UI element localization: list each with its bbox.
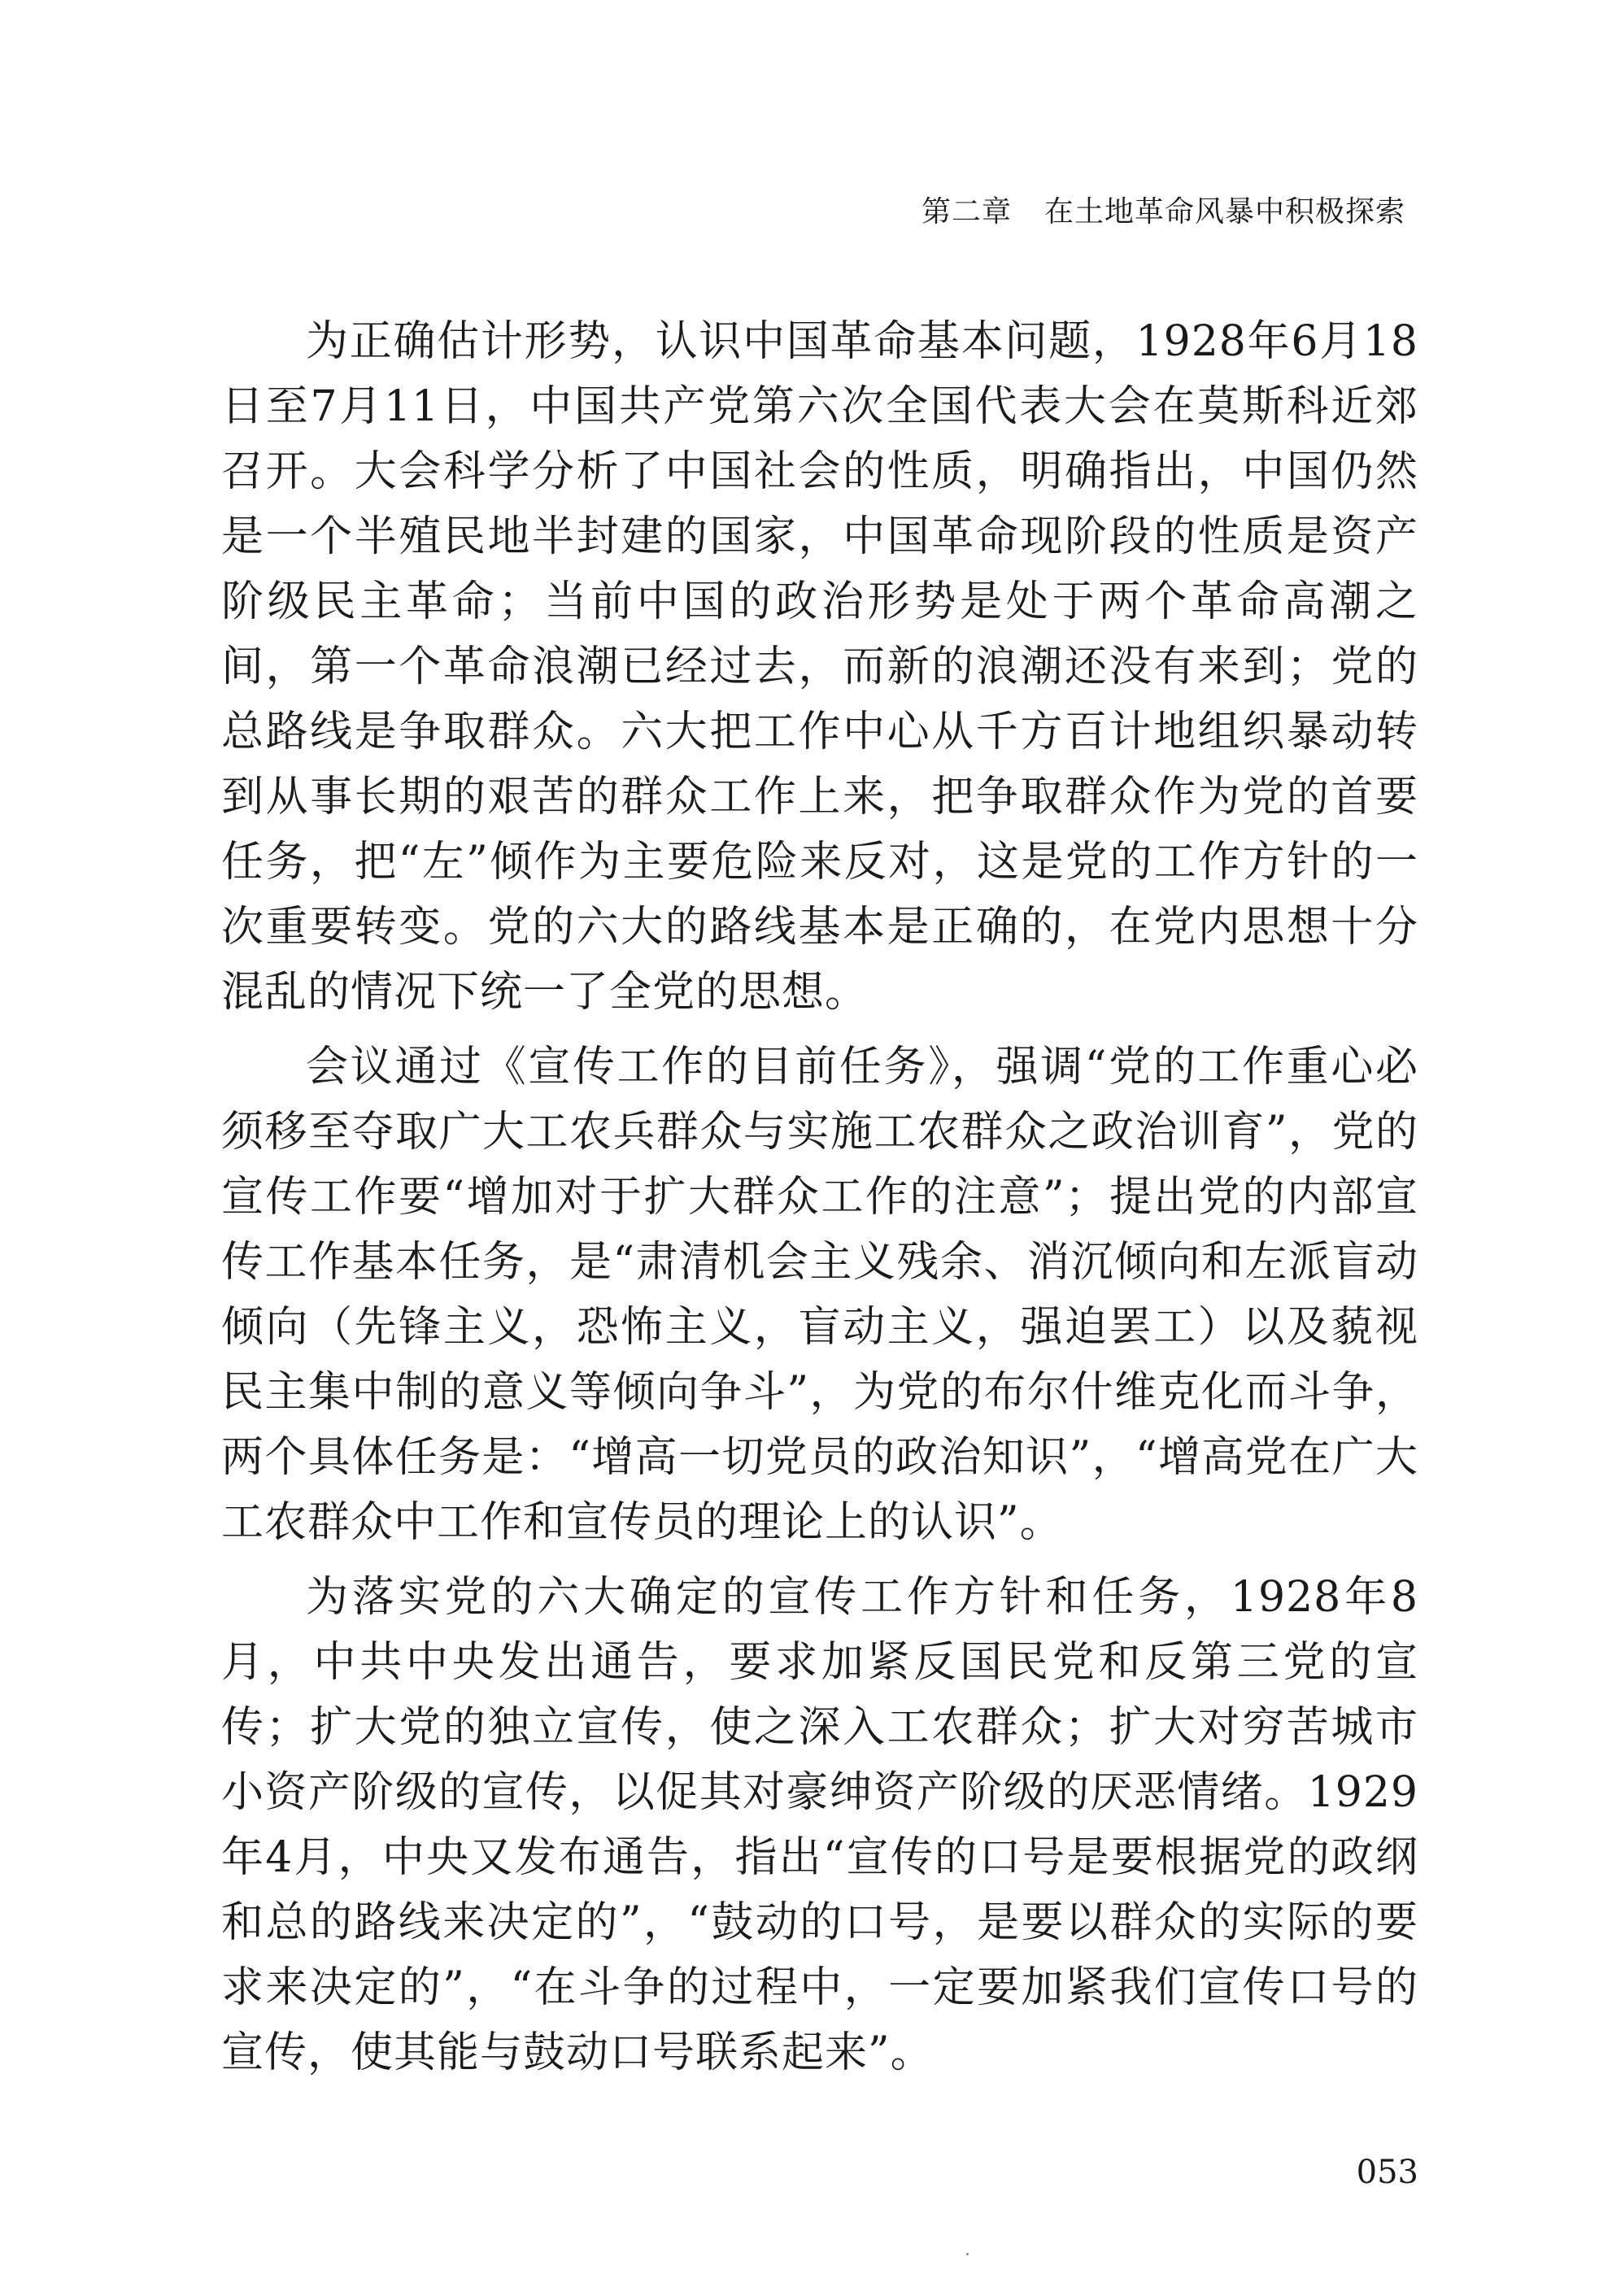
- paragraph-1: 为正确估计形势，认识中国革命基本问题，1928年6月18日至7月11日，中国共产党第六次全国代表大会在莫斯科近郊召开。大会科学分析了中国社会的性质，明确指出，中国仍然是一个半殖民地半封建的国家，中国革命现阶段的性质是资产阶级民主革命；当前中国的政治形势是处于两个革命高潮之间，第一个革命浪潮已经过去，而新的浪潮还没有来到；党的总路线是争取群众。六大把工作中心从千方百计地组织暴动转到从事长期的艰苦的群众工作上来，把争取群众作为党的首要任务，把“左”倾作为主要危险来反对，这是党的工作方针的一次重要转变。党的六大的路线基本是正确的，在党内思想十分混乱的情况下统一了全党的思想。: [221, 317, 1418, 1017]
- scan-artifact-dot: [966, 2253, 969, 2255]
- paragraph-2: 会议通过《宣传工作的目前任务》，强调“党的工作重心必须移至夺取广大工农兵群众与实施工农群众之政治训育”，党的宣传工作要“增加对于扩大群众工作的注意”；提出党的内部宣传工作基本任务，是“肃清机会主义残余、消沉倾向和左派盲动倾向（先锋主义，恐怖主义，盲动主义，强迫罢工）以及藐视民主集中制的意义等倾向争斗”，为党的布尔什维克化而斗争，两个具体任务是：“增高一切党员的政治知识”，“增高党在广大工农群众中工作和宣传员的理论上的认识”。: [221, 1043, 1418, 1547]
- running-header: [921, 189, 1405, 230]
- body-text: [221, 309, 1418, 2095]
- chapter-title: 在土地革命风暴中积极探索: [1043, 195, 1405, 229]
- chapter-label: 第二章: [921, 195, 1012, 229]
- page-number: 053: [1356, 2154, 1418, 2191]
- paragraph-3: 为落实党的六大确定的宣传工作方针和任务，1928年8月，中共中央发出通告，要求加紧反国民党和反第三党的宣传；扩大党的独立宣传，使之深入工农群众；扩大对穷苦城市小资产阶级的宣传，以促其对豪绅资产阶级的厌恶情绪。1929年4月，中央又发布通告，指出“宣传的口号是要根据党的政纲和总的路线来决定的”，“鼓动的口号，是要以群众的实际的要求来决定的”，“在斗争的过程中，一定要加紧我们宣传口号的宣传，使其能与鼓动口号联系起来”。: [221, 1573, 1418, 2077]
